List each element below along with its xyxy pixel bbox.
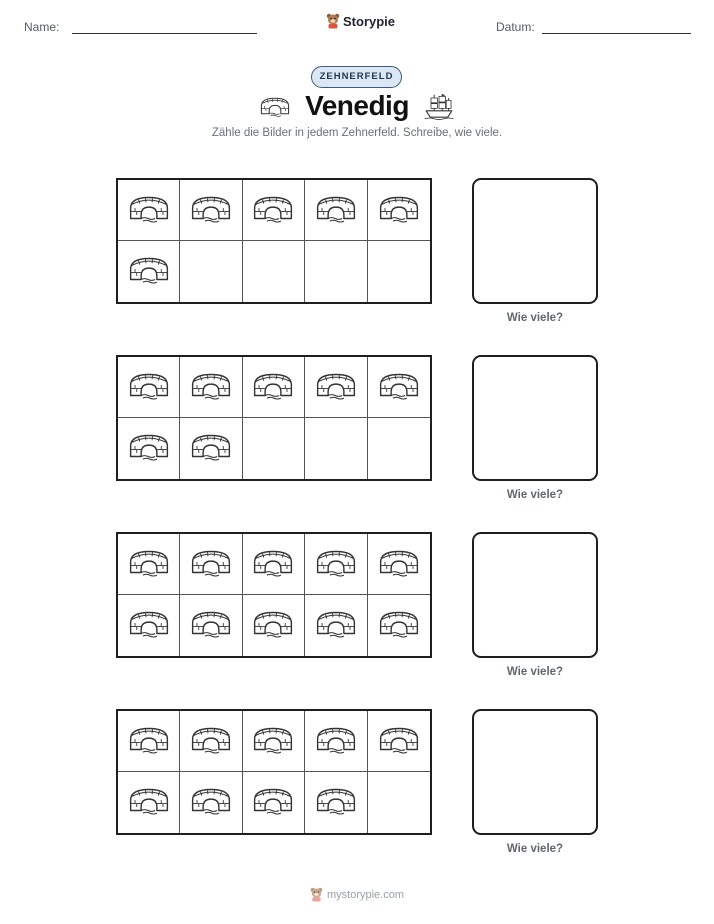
bridge-icon: [190, 370, 232, 405]
ten-frame-cell: [305, 180, 367, 241]
ten-frame-cell: [305, 241, 367, 302]
answer-box-2[interactable]: [472, 355, 598, 481]
date-label: Datum:: [496, 20, 535, 34]
ten-frame-cell: [368, 711, 430, 772]
bridge-icon: [378, 370, 420, 405]
ten-frame-cell: [118, 772, 180, 833]
footer-url: mystorypie.com: [326, 888, 405, 901]
bridge-icon: [128, 608, 170, 643]
bridge-icon: [315, 193, 357, 228]
ten-frame-2: [116, 355, 432, 481]
ten-frame-cell: [368, 772, 430, 833]
ten-frame-cell: [368, 357, 430, 418]
ten-frame-cell: [368, 534, 430, 595]
worksheet-type-badge: ZEHNERFELD: [311, 66, 402, 88]
ten-frame-cell: [243, 772, 305, 833]
bridge-icon: [128, 431, 170, 466]
ten-frame-cell: [180, 418, 242, 479]
ten-frame-1: [116, 178, 432, 304]
bridge-icon: [252, 370, 294, 405]
ten-frame-cell: [305, 534, 367, 595]
ten-frame-cell: [118, 418, 180, 479]
bridge-icon: [252, 608, 294, 643]
ten-frame-cell: [305, 595, 367, 656]
bridge-icon: [190, 193, 232, 228]
answer-label-3: Wie viele?: [506, 666, 564, 678]
footer: [0, 887, 714, 902]
page-title: Venedig: [305, 90, 409, 121]
ten-frame-cell: [180, 772, 242, 833]
bridge-icon: [128, 193, 170, 228]
ten-frame-cell: [243, 418, 305, 479]
answer-box-4[interactable]: [472, 709, 598, 835]
bridge-icon: [315, 785, 357, 820]
ten-frame-cell: [180, 534, 242, 595]
ten-frame-cell: [305, 357, 367, 418]
bridge-icon: [259, 95, 291, 117]
ten-frame-cell: [118, 534, 180, 595]
ten-frame-cell: [243, 241, 305, 302]
ten-frame-cell: [118, 711, 180, 772]
ten-frame-cell: [180, 595, 242, 656]
ten-frame-cell: [243, 595, 305, 656]
ten-frame-cell: [305, 772, 367, 833]
bridge-icon: [190, 785, 232, 820]
bear-mascot-icon: [326, 13, 340, 29]
ten-frame-cell: [118, 241, 180, 302]
bridge-icon: [315, 608, 357, 643]
ship-icon: [423, 92, 455, 120]
ten-frame-cell: [118, 595, 180, 656]
ten-frame-4: [116, 709, 432, 835]
ten-frame-cell: [368, 241, 430, 302]
ten-frame-cell: [180, 711, 242, 772]
ten-frame-cell: [305, 711, 367, 772]
answer-label-1: Wie viele?: [506, 312, 564, 324]
ten-frame-cell: [180, 241, 242, 302]
storypie-logo: [326, 13, 395, 29]
bridge-icon: [252, 193, 294, 228]
name-label: Name:: [24, 20, 60, 34]
bridge-icon: [252, 785, 294, 820]
bridge-icon: [252, 724, 294, 759]
answer-label-4: Wie viele?: [506, 843, 564, 855]
instructions: Zähle die Bilder in jedem Zehnerfeld. Schreibe, wie viele.: [211, 127, 503, 139]
bridge-icon: [378, 193, 420, 228]
answer-box-3[interactable]: [472, 532, 598, 658]
bridge-icon: [128, 254, 170, 289]
bridge-icon: [190, 724, 232, 759]
bridge-icon: [128, 785, 170, 820]
ten-frame-cell: [243, 534, 305, 595]
ten-frame-cell: [118, 357, 180, 418]
ten-frame-cell: [305, 418, 367, 479]
bridge-icon: [128, 370, 170, 405]
bridge-icon: [128, 724, 170, 759]
ten-frame-cell: [180, 180, 242, 241]
ten-frame-cell: [243, 357, 305, 418]
bridge-icon: [190, 431, 232, 466]
ten-frame-cell: [368, 418, 430, 479]
bridge-icon: [315, 370, 357, 405]
bridge-icon: [190, 608, 232, 643]
ten-frame-cell: [368, 180, 430, 241]
ten-frame-cell: [368, 595, 430, 656]
bridge-icon: [378, 547, 420, 582]
ten-frame-3: [116, 532, 432, 658]
bridge-icon: [378, 608, 420, 643]
bridge-icon: [190, 547, 232, 582]
ten-frame-cell: [243, 180, 305, 241]
bear-mascot-icon: [310, 887, 323, 902]
ten-frame-cell: [180, 357, 242, 418]
bridge-icon: [315, 724, 357, 759]
name-line[interactable]: [72, 33, 257, 34]
date-line[interactable]: [542, 33, 691, 34]
answer-box-1[interactable]: [472, 178, 598, 304]
ten-frame-cell: [243, 711, 305, 772]
bridge-icon: [378, 724, 420, 759]
answer-label-2: Wie viele?: [506, 489, 564, 501]
brand-name: Storypie: [343, 13, 396, 29]
ten-frame-cell: [118, 180, 180, 241]
bridge-icon: [315, 547, 357, 582]
bridge-icon: [128, 547, 170, 582]
bridge-icon: [252, 547, 294, 582]
